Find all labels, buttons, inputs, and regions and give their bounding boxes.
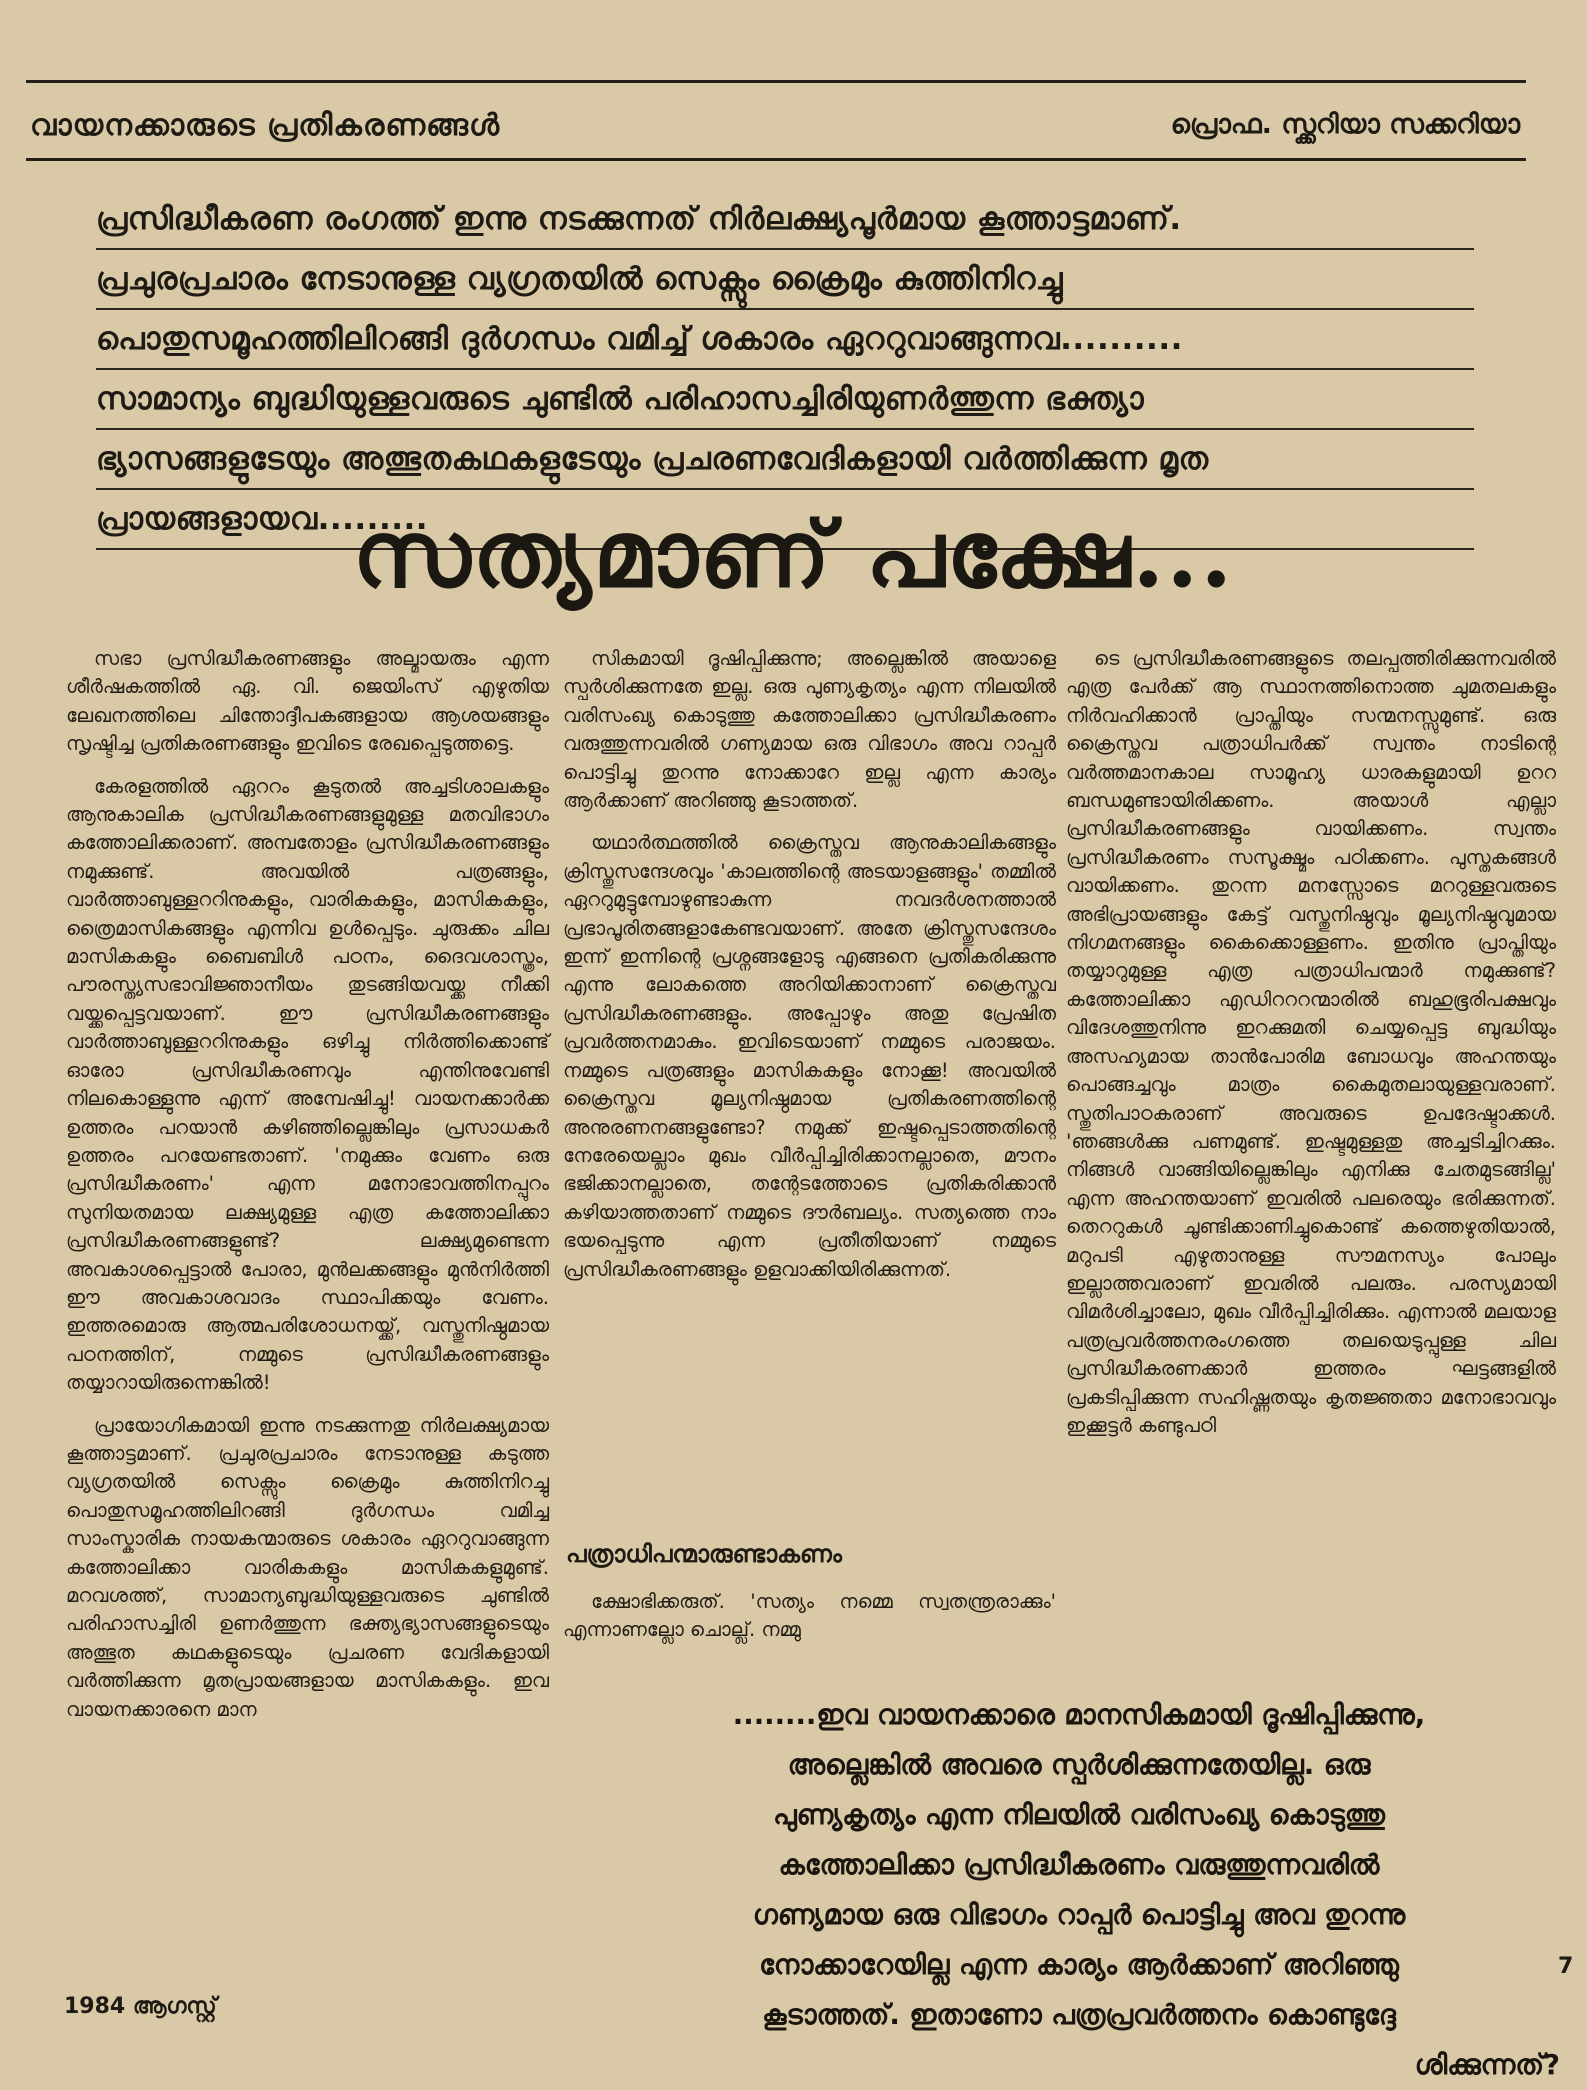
article-column-1 — [66, 645, 549, 1738]
pull-quote-line: ........ഇവ വായനക്കാരെ മാനസികമായി ദൂഷിപ്പിക്കുന്നു, — [732, 1699, 1426, 1731]
pull-quote-line: കൂടാത്തത്. ഇതാണോ പത്രപ്രവർത്തനം കൊണ്ടുദ്ദേ — [762, 1999, 1396, 2031]
intro-line: സാമാന്യം ബുദ്ധിയുള്ളവരുടെ ചുണ്ടിൽ പരിഹാസച്ചിരിയുണർത്തുന്ന ഭക്ത്യാ — [96, 370, 1474, 430]
paragraph: സികമായി ദൂഷിപ്പിക്കുന്നു; അല്ലെങ്കിൽ അയാളെ സ്പർശിക്കുന്നതേ ഇല്ല. ഒരു പുണ്യകൃത്യം എന്ന നിലയിൽ വരിസംഖ്യ കൊടുത്തു കത്തോലിക്കാ പ്രസിദ്ധീകരണം വരുത്തുന്നവരിൽ ഗണ്യമായ ഒരു വിഭാഗം അവ റാപ്പർ പൊട്ടിച്ചു തുറന്നു നോക്കാറേ ഇല്ല എന്ന കാര്യം ആർക്കാണ് അറിഞ്ഞു കൂടാത്തത്. — [563, 647, 1056, 813]
pull-quote-line: പുണ്യകൃത്യം എന്ന നിലയിൽ വരിസംഖ്യ കൊടുത്തു — [773, 1799, 1385, 1831]
intro-line: പ്രായങ്ങളായവ......... — [96, 490, 1474, 550]
pull-quote — [598, 1690, 1560, 2090]
header-bottom-rule — [26, 158, 1526, 161]
intro-line: പ്രചുരപ്രചാരം നേടാനുള്ള വ്യഗ്രതയിൽ സെക്സും ക്രൈമും കുത്തിനിറച്ചു — [96, 250, 1474, 310]
author-name: പ്രൊഫ. സ്ക്കറിയാ സക്കറിയാ — [1170, 109, 1520, 140]
paragraph: ക്ഷോഭിക്കരുത്. 'സത്യം നമ്മെ സ്വതന്ത്രരാക്കും' എന്നാണല്ലോ ചൊല്ല്. നമ്മു — [563, 1590, 1056, 1642]
section-title: വായനക്കാരുടെ പ്രതികരണങ്ങൾ — [30, 107, 501, 143]
header-top-rule — [26, 80, 1526, 83]
intro-line: പൊതുസമൂഹത്തിലിറങ്ങി ദുർഗന്ധം വമിച്ച് ശകാരം ഏററുവാങ്ങുന്നവ.......... — [96, 310, 1474, 370]
page-number: 7 — [1558, 1954, 1574, 1979]
paragraph: യഥാർത്ഥത്തിൽ ക്രൈസ്തവ ആനുകാലികങ്ങളും ക്രിസ്തുസന്ദേശവും 'കാലത്തിന്റെ അടയാളങ്ങളും' തമ്മിൽ ഏററുമുട്ടുമ്പോഴുണ്ടാകുന്ന നവദർശനത്താൽ പ്രഭാപൂരിതങ്ങളാകേണ്ടവയാണ്. അതേ ക്രിസ്തുസന്ദേശം ഇന്ന് ഇന്നിന്റെ പ്രശ്നങ്ങളോടു എങ്ങനെ പ്രതികരിക്കുന്നു എന്നു ലോകത്തെ അറിയിക്കാനാണ് ക്രൈസ്തവ പ്രസിദ്ധീകരണങ്ങളും. അപ്പോഴും അതു പ്രേഷിത പ്രവർത്തനമാകും. ഇവിടെയാണ് നമ്മുടെ പരാജയം. നമ്മുടെ പത്രങ്ങളും മാസികകളും നോക്കൂ! അവയിൽ ക്രൈസ്തവ മൂല്യനിഷ്ഠമായ പ്രതികരണത്തിന്റെ അനുരണനങ്ങളുണ്ടോ? നമുക്ക് ഇഷ്ടപ്പെടാത്തതിന്റെ നേരേയെല്ലാം മുഖം വീർപ്പിച്ചിരിക്കാനല്ലാതെ, മൗനം ഭജിക്കാനല്ലാതെ, തന്റേടത്തോടെ പ്രതികരിക്കാൻ കഴിയാത്തതാണ് നമ്മുടെ ദൗർബല്യം. സത്യത്തെ നാം ഭയപ്പെടുന്നു എന്ന പ്രതീതിയാണ് നമ്മുടെ പ്രസിദ്ധീകരണങ്ങളും ഉളവാക്കിയിരിക്കുന്നത്. — [563, 831, 1056, 1281]
pull-quote-line: ഗണ്യമായ ഒരു വിഭാഗം റാപ്പർ പൊട്ടിച്ചു അവ തുറന്നു — [752, 1899, 1406, 1931]
paragraph: ടെ പ്രസിദ്ധീകരണങ്ങളുടെ തലപ്പത്തിരിക്കുന്നവരിൽ എത്ര പേർക്ക് ആ സ്ഥാനത്തിനൊത്ത ചുമതലകളും നിർവഹിക്കാൻ പ്രാപ്തിയും സന്മനസ്സുമുണ്ട്. ഒരു ക്രൈസ്തവ പത്രാധിപർക്ക് സ്വന്തം നാടിന്റെ വർത്തമാനകാല സാമൂഹ്യ ധാരകളുമായി ഉററ ബന്ധമുണ്ടായിരിക്കണം. അയാൾ എല്ലാ പ്രസിദ്ധീകരണങ്ങളും വായിക്കണം. സ്വന്തം പ്രസിദ്ധീകരണം സസൂക്ഷ്മം പഠിക്കണം. പുസ്തകങ്ങൾ വായിക്കണം. തുറന്ന മനസ്സോടെ മററുള്ളവരുടെ അഭിപ്രായങ്ങളും കേട്ട് വസ്തുനിഷ്ഠവും മൂല്യനിഷ്ഠവുമായ നിഗമനങ്ങളും കൈക്കൊള്ളണം. ഇതിനു പ്രാപ്തിയും തയ്യാറുമുള്ള എത്ര പത്രാധിപന്മാർ നമുക്കുണ്ട്? കത്തോലിക്കാ എഡിറററന്മാരിൽ ബഹുഭൂരിപക്ഷവും വിദേശത്തുനിന്നു ഇറക്കുമതി ചെയ്യപ്പെട്ട ബുദ്ധിയും അസഹ്യമായ താൻപോരിമ ബോധവും അഹന്തയും പൊങ്ങച്ചവും മാത്രം കൈമുതലായുള്ളവരാണ്. സ്തുതിപാഠകരാണ് അവരുടെ ഉപദേഷ്ടാക്കൾ. 'ഞങ്ങൾക്കു പണമുണ്ട്. ഇഷ്ടമുള്ളതു അച്ചടിച്ചിറക്കും. നിങ്ങൾ വാങ്ങിയില്ലെങ്കിലും എനിക്കു ചേതമുടങ്ങില്ല' എന്ന അഹന്തയാണ് ഇവരിൽ പലരെയും ഭരിക്കുന്നത്. തെററുകൾ ചൂണ്ടിക്കാണിച്ചുകൊണ്ട് കത്തെഴുതിയാൽ, മറുപടി എഴുതാനുള്ള സൗമനസ്യം പോലും ഇല്ലാത്തവരാണ് ഇവരിൽ പലരും. പരസ്യമായി വിമർശിച്ചാലോ, മുഖം വീർപ്പിച്ചിരിക്കും. എന്നാൽ മലയാള പത്രപ്രവർത്തനരംഗത്തെ തലയെടുപ്പുള്ള ചില പ്രസിദ്ധീകരണക്കാർ ഇത്തരം ഘട്ടങ്ങളിൽ പ്രകടിപ്പിക്കുന്ന സഹിഷ്ണതയും കൃതജ്ഞതാ മനോഭാവവും ഇക്കൂട്ടർ കണ്ടുപഠി — [1066, 647, 1556, 1437]
pull-quote-line: നോക്കാറേയില്ല എന്ന കാര്യം ആർക്കാണ് അറിഞ്ഞു — [759, 1949, 1399, 1981]
page-header — [30, 100, 1520, 150]
intro-line: ഭ്യാസങ്ങളുടേയും അത്ഭുതകഥകളുടേയും പ്രചരണവേദികളായി വർത്തിക്കുന്ന മൃത — [96, 430, 1474, 490]
column-subheading: പത്രാധിപന്മാരുണ്ടാകണം — [566, 1540, 842, 1568]
paragraph: സഭാ പ്രസിദ്ധീകരണങ്ങളും അല്മായരും എന്ന ശീർഷകത്തിൽ ഏ. വി. ജെയിംസ് എഴുതിയ ലേഖനത്തിലെ ചിന്തോദ്ദീപകങ്ങളായ ആശയങ്ങളും സൃഷ്ടിച്ച പ്രതികരണങ്ങളും ഇവിടെ രേഖപ്പെടുത്തട്ടെ. — [66, 647, 549, 756]
pull-quote-line: കത്തോലിക്കാ പ്രസിദ്ധീകരണം വരുത്തുന്നവരിൽ — [778, 1849, 1380, 1881]
article-column-2 — [563, 645, 1056, 1298]
pull-quote-line: ശിക്കുന്നത്? — [1414, 2049, 1560, 2081]
paragraph: പ്രായോഗികമായി ഇന്നു നടക്കുന്നതു നിർലക്ഷ്യമായ കൂത്താട്ടമാണ്. പ്രചുരപ്രചാരം നേടാനുള്ള കടുത്ത വ്യഗ്രതയിൽ സെക്സും ക്രൈമും കുത്തിനിറച്ചു പൊതുസമൂഹത്തിലിറങ്ങി ദുർഗന്ധം വമിച്ച സാംസ്കാരിക നായകന്മാരുടെ ശകാരം ഏററുവാങ്ങുന്ന കത്തോലിക്കാ വാരികകളും മാസികകളുമുണ്ട്. മറവശത്ത്, സാമാന്യബുദ്ധിയുള്ളവരുടെ ചുണ്ടിൽ പരിഹാസച്ചിരി ഉണർത്തുന്ന ഭക്ത്യഭ്യാസങ്ങളുടെയും അത്ഭുത കഥകളുടെയും പ്രചരണ വേദികളായി വർത്തിക്കുന്ന മൃതപ്രായങ്ങളായ മാസികകളും. ഇവ വായനക്കാരനെ മാന — [66, 1413, 549, 1721]
paragraph: കേരളത്തിൽ ഏററം കൂടുതൽ അച്ചടിശാലകളും ആനുകാലിക പ്രസിദ്ധീകരണങ്ങളുമുള്ള മതവിഭാഗം കത്തോലിക്കരാണ്. അമ്പതോളം പ്രസിദ്ധീകരണങ്ങളും നമുക്കുണ്ട്. അവയിൽ പത്രങ്ങളും, വാർത്താബുള്ളററിനുകളും, വാരികകളും, മാസികകളും, ത്രൈമാസികങ്ങളും എന്നിവ ഉൾപ്പെടും. ചുരുക്കം ചില മാസികകളും ബൈബിൾ പഠനം, ദൈവശാസ്ത്രം, പൗരസ്ത്യസഭാവിജ്ഞാനീയം തുടങ്ങിയവയ്ക്ക നീക്കി വയ്ക്കപ്പെട്ടവയാണ്. ഈ പ്രസിദ്ധീകരണങ്ങളും വാർത്താബുള്ളററിനുകളും ഒഴിച്ചു നിർത്തിക്കൊണ്ട് ഓരോ പ്രസിദ്ധീകരണവും എന്തിനുവേണ്ടി നിലകൊള്ളുന്നു എന്ന് അമ്പേഷിച്ചു! വായനക്കാർക്ക ഉത്തരം പറയാൻ കഴിഞ്ഞില്ലെങ്കിലും പ്രസാധകർ ഉത്തരം പറയേണ്ടതാണ്. 'നമുക്കും വേണം ഒരു പ്രസിദ്ധീകരണം' എന്ന മനോഭാവത്തിനപ്പുറം സുനിയതമായ ലക്ഷ്യമുള്ള എത്ര കത്തോലിക്കാ പ്രസിദ്ധീകരണങ്ങളുണ്ട്? ലക്ഷ്യമുണ്ടെന്ന അവകാശപ്പെട്ടാൽ പോരാ, മുൻലക്കങ്ങളും മുൻനിർത്തി ഈ അവകാശവാദം സ്ഥാപിക്കയും വേണം. ഇത്തരമൊരു ആത്മപരിശോധനയ്ക്ക്, വസ്തുനിഷ്ഠമായ പഠനത്തിന്, നമ്മുടെ പ്രസിദ്ധീകരണങ്ങളും തയ്യാറായിരുന്നെങ്കിൽ! — [66, 774, 549, 1395]
pull-quote-line: അല്ലെങ്കിൽ അവരെ സ്പർശിക്കുന്നതേയില്ല. ഒരു — [787, 1749, 1371, 1781]
article-column-2-continued — [563, 1588, 1056, 1648]
article-column-3 — [1066, 645, 1556, 1454]
intro-line: പ്രസിദ്ധീകരണ രംഗത്ത് ഇന്നു നടക്കുന്നത് നിർലക്ഷ്യപൂർമായ കൂത്താട്ടമാണ്. — [96, 190, 1474, 250]
issue-date: 1984 ആഗസ്റ്റ് — [64, 1994, 217, 2019]
article-headline: സത്യമാണ് പക്ഷേ... — [352, 500, 1235, 608]
intro-blurb — [96, 190, 1474, 550]
